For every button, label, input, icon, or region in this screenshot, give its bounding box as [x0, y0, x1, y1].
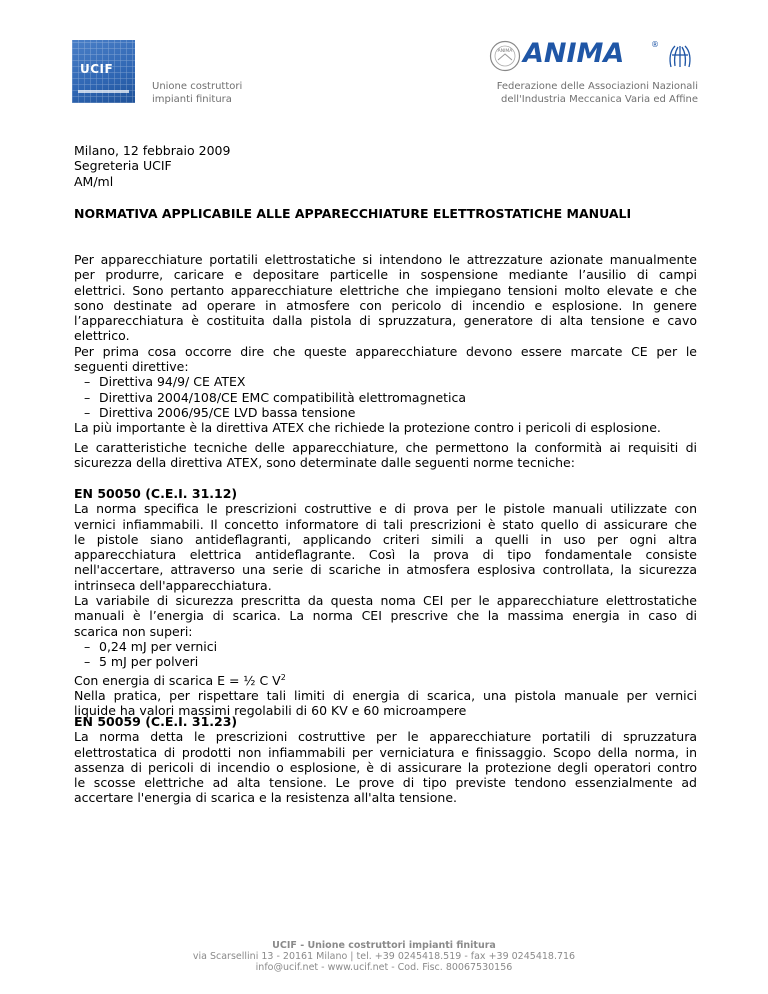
list-item: – 5 mJ per polveri — [84, 654, 199, 670]
footer — [0, 940, 768, 973]
en50050-section: EN 50050 (C.E.I. 31.12) La norma specifica le prescrizioni costruttive e di prova per le pistole manuali utilizzate con vernici infiammabili. Il concetto informatore di tali prescrizioni è stato quello di assicurare che le pistole siano antideflagranti, applicando criteri simili a quelli in uso per ogni altra apparecchiatura elettrica antideflagrante. Così la prova di tipo fondamentale consiste nell'accertare, attraverso una serie di scariche in atmosfera esplosiva controllata, la sicurezza intrinseca dell'apparecchiatura. La variabile di sicurezza prescritta da questa noma CEI per le apparecchiature elettrostatiche manuali è l’energia di scarica. La norma CEI prescrive che la massima energia in caso di scarica non superi: – 0,24 mJ per vernici – 5 mJ per polveri Con energia di scarica E = ½ C $V^2$ Nella pratica, per rispettare tali limiti di energia di scarica, una pistola manuale per vernici liquide ha valori massimi regolabili di 60 KV e 60 microampere — [74, 486, 697, 719]
ucif-tagline: Unione costruttori impianti finitura — [152, 81, 243, 105]
letter-reference: AM/ml — [74, 173, 114, 189]
anima-registered-mark: ® — [651, 40, 659, 49]
confindustria-icon — [665, 41, 695, 71]
energy-formula: Con energia di scarica E = ½ C $V^2$ — [74, 672, 286, 688]
list-item: – Direttiva 2006/95/CE LVD bassa tensione — [84, 404, 356, 420]
technical-standards-intro: Le caratteristiche tecniche delle apparecchiature, che permettono la conformità ai requisiti di sicurezza della direttiva ATEX, sono determinate dalle seguenti norme tecniche: — [74, 440, 697, 471]
anima-tagline: Federazione delle Associazioni Nazionali dell'Industria Meccanica Varia ed Affine — [496, 81, 698, 105]
en50059-section: EN 50059 (C.E.I. 31.23) La norma detta le prescrizioni costruttive per le apparecchiature portatili di spruzzatura elettrostatica di prodotti non infiammabili per verniciatura e finissaggio. Scopo della norma, in assenza di pericoli di incendio o esplosione, è di assicurare la protezione degli operatori contro le scosse elettriche ad alta tensione. Le prove di tipo previste tendono essenzialmente ad accertare l'energia di scarica e la resistenza all'alta tensione. — [74, 714, 697, 806]
ucif-logo — [72, 40, 135, 103]
ucif-logo-text: UCIF — [80, 62, 114, 76]
intro-section: Per apparecchiature portatili elettrostatiche si intendono le attrezzature azionate manualmente per produrre, caricare e depositare particelle in sospensione mediante l’ausilio di campi elettrici. Sono pertanto apparecchiature elettriche che impiegano tensioni molto elevate e che sono destinate ad operare in atmosfere con pericolo di incendio e esplosione. In genere l’apparecchiatura è costituita dalla pistola di spruzzatura, generatore di alta tensione e cavo elettrico. Per prima cosa occorre dire che queste apparecchiature devono essere marcate CE per le seguenti direttive: – Direttiva 94/9/ CE ATEX – Direttiva 2004/108/CE EMC compatibilità elettromagnetica – Direttiva 2006/95/CE LVD bassa tensione La più importante è la direttiva ATEX che richiede la protezione contro i pericoli di esplosione. — [74, 252, 697, 436]
letter-date: Milano, 12 febbraio 2009 — [74, 143, 231, 158]
footer-address: via Scarsellini 13 - 20161 Milano | tel. +39 0245418.519 - fax +39 0245418.716 — [192, 951, 576, 962]
document-title: NORMATIVA APPLICABILE ALLE APPARECCHIATURE ELETTROSTATICHE MANUALI — [74, 206, 632, 221]
anima-logo: ANIMA — [523, 38, 625, 69]
footer-org: UCIF - Unione costruttori impianti finitura — [272, 940, 496, 951]
footer-contacts: info@ucif.net - www.ucif.net - Cod. Fisc. 80067530156 — [255, 962, 513, 973]
list-item: – Direttiva 2004/108/CE EMC compatibilità elettromagnetica — [84, 389, 467, 405]
section-heading: EN 50050 (C.E.I. 31.12) — [74, 486, 238, 501]
list-item: – 0,24 mJ per vernici — [84, 638, 218, 654]
svg-text:ANIMA: ANIMA — [497, 49, 513, 54]
section-heading: EN 50059 (C.E.I. 31.23) — [74, 714, 238, 729]
letter-office: Segreteria UCIF — [74, 158, 172, 174]
letter-meta — [74, 143, 697, 189]
list-item: – Direttiva 94/9/ CE ATEX — [84, 374, 246, 390]
anima-seal-icon — [489, 40, 521, 72]
